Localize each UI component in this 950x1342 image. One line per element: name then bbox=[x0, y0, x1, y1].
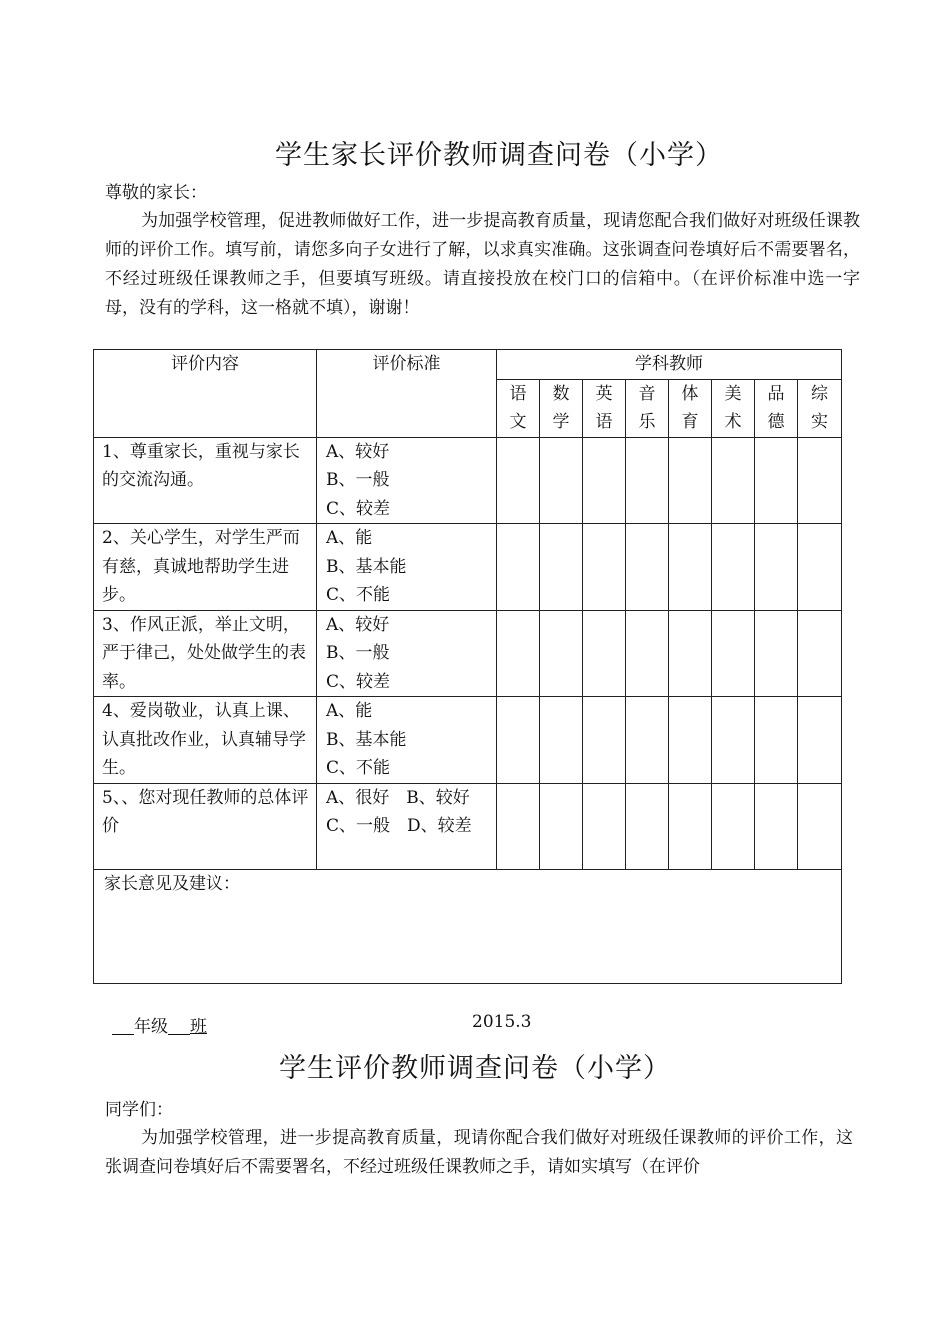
rating-cell[interactable] bbox=[712, 783, 755, 869]
subject-morality: 品 德 bbox=[755, 379, 798, 437]
rating-cell[interactable] bbox=[540, 437, 583, 524]
student-greeting: 同学们： bbox=[105, 1100, 173, 1120]
subject-art: 美 术 bbox=[712, 379, 755, 437]
evaluation-table bbox=[93, 349, 842, 984]
table-row bbox=[94, 524, 842, 611]
rating-cell[interactable] bbox=[626, 437, 669, 524]
grade-class-line bbox=[112, 1012, 207, 1037]
rating-cell[interactable] bbox=[626, 524, 669, 611]
row-standard: A、很好 B、较好 C、一般 D、较差 bbox=[317, 783, 497, 869]
rating-cell[interactable] bbox=[540, 783, 583, 869]
rating-cell[interactable] bbox=[497, 437, 540, 524]
row-standard: A、能 B、基本能 C、不能 bbox=[317, 524, 497, 611]
rating-cell[interactable] bbox=[798, 524, 842, 611]
row-content: 5、、您对现任教师的总体评价 bbox=[94, 783, 317, 869]
rating-cell[interactable] bbox=[540, 610, 583, 697]
rating-cell[interactable] bbox=[497, 697, 540, 784]
subject-music: 音 乐 bbox=[626, 379, 669, 437]
parent-intro bbox=[105, 207, 860, 323]
row-content: 4、爱岗敬业，认真上课、认真批改作业，认真辅导学生。 bbox=[94, 697, 317, 784]
table-row bbox=[94, 437, 842, 524]
student-intro bbox=[105, 1124, 853, 1182]
rating-cell[interactable] bbox=[669, 697, 712, 784]
table-row bbox=[94, 783, 842, 869]
rating-cell[interactable] bbox=[583, 697, 626, 784]
rating-cell[interactable] bbox=[497, 783, 540, 869]
row-standard: A、能 B、基本能 C、不能 bbox=[317, 697, 497, 784]
row-content: 2、关心学生，对学生严而有慈，真诚地帮助学生进步。 bbox=[94, 524, 317, 611]
header-teachers: 学科教师 bbox=[497, 350, 842, 380]
rating-cell[interactable] bbox=[712, 610, 755, 697]
rating-cell[interactable] bbox=[497, 524, 540, 611]
subject-english: 英 语 bbox=[583, 379, 626, 437]
rating-cell[interactable] bbox=[583, 524, 626, 611]
rating-cell[interactable] bbox=[669, 437, 712, 524]
rating-cell[interactable] bbox=[626, 697, 669, 784]
parent-greeting: 尊敬的家长： bbox=[105, 183, 207, 203]
rating-cell[interactable] bbox=[755, 783, 798, 869]
table-row bbox=[94, 610, 842, 697]
advice-label: 家长意见及建议： bbox=[104, 873, 240, 894]
row-standard: A、较好 B、一般 C、较差 bbox=[317, 437, 497, 524]
rating-cell[interactable] bbox=[583, 610, 626, 697]
class-blank[interactable] bbox=[168, 1016, 190, 1035]
rating-cell[interactable] bbox=[755, 524, 798, 611]
grade-label: 年级 bbox=[134, 1017, 168, 1037]
rating-cell[interactable] bbox=[540, 697, 583, 784]
row-content: 1、尊重家长，重视与家长的交流沟通。 bbox=[94, 437, 317, 524]
rating-cell[interactable] bbox=[712, 524, 755, 611]
rating-cell[interactable] bbox=[583, 783, 626, 869]
rating-cell[interactable] bbox=[540, 524, 583, 611]
rating-cell[interactable] bbox=[626, 783, 669, 869]
rating-cell[interactable] bbox=[798, 437, 842, 524]
subject-math: 数 学 bbox=[540, 379, 583, 437]
header-standard: 评价标准 bbox=[317, 350, 497, 438]
rating-cell[interactable] bbox=[798, 697, 842, 784]
rating-cell[interactable] bbox=[798, 783, 842, 869]
rating-cell[interactable] bbox=[669, 610, 712, 697]
rating-cell[interactable] bbox=[755, 437, 798, 524]
rating-cell[interactable] bbox=[712, 697, 755, 784]
header-content: 评价内容 bbox=[94, 350, 317, 438]
table-row bbox=[94, 697, 842, 784]
rating-cell[interactable] bbox=[669, 783, 712, 869]
rating-cell[interactable] bbox=[626, 610, 669, 697]
row-content: 3、作风正派，举止文明，严于律己，处处做学生的表率。 bbox=[94, 610, 317, 697]
rating-cell[interactable] bbox=[798, 610, 842, 697]
student-intro-text: 为加强学校管理，进一步提高教育质量，现请你配合我们做好对班级任课教师的评价工作，这张调查问卷填好后不需要署名，不经过班级任课教师之手，请如实填写（在评价 bbox=[105, 1128, 853, 1177]
rating-cell[interactable] bbox=[669, 524, 712, 611]
grade-blank[interactable] bbox=[112, 1016, 134, 1035]
subject-chinese: 语 文 bbox=[497, 379, 540, 437]
rating-cell[interactable] bbox=[755, 697, 798, 784]
advice-box[interactable] bbox=[94, 869, 842, 983]
form-date: 2015.3 bbox=[472, 1012, 532, 1032]
rating-cell[interactable] bbox=[712, 437, 755, 524]
subject-practice: 综 实 bbox=[798, 379, 842, 437]
rating-cell[interactable] bbox=[583, 437, 626, 524]
student-form-title: 学生评价教师调查问卷（小学） bbox=[279, 1053, 671, 1084]
class-label: 班 bbox=[190, 1017, 207, 1037]
subject-pe: 体 育 bbox=[669, 379, 712, 437]
rating-cell[interactable] bbox=[497, 610, 540, 697]
parent-intro-text: 为加强学校管理，促进教师做好工作，进一步提高教育质量，现请您配合我们做好对班级任课教师的评价工作。填写前，请您多向子女进行了解，以求真实准确。这张调查问卷填好后不需要署名，不经过班级任课教师之手，但要填写班级。请直接投放在校门口的信箱中。（在评价标准中选一字母，没有的学科，这一格就不填），谢谢！ bbox=[105, 211, 860, 318]
row-standard: A、较好 B、一般 C、较差 bbox=[317, 610, 497, 697]
rating-cell[interactable] bbox=[755, 610, 798, 697]
parent-form-title: 学生家长评价教师调查问卷（小学） bbox=[275, 140, 723, 171]
